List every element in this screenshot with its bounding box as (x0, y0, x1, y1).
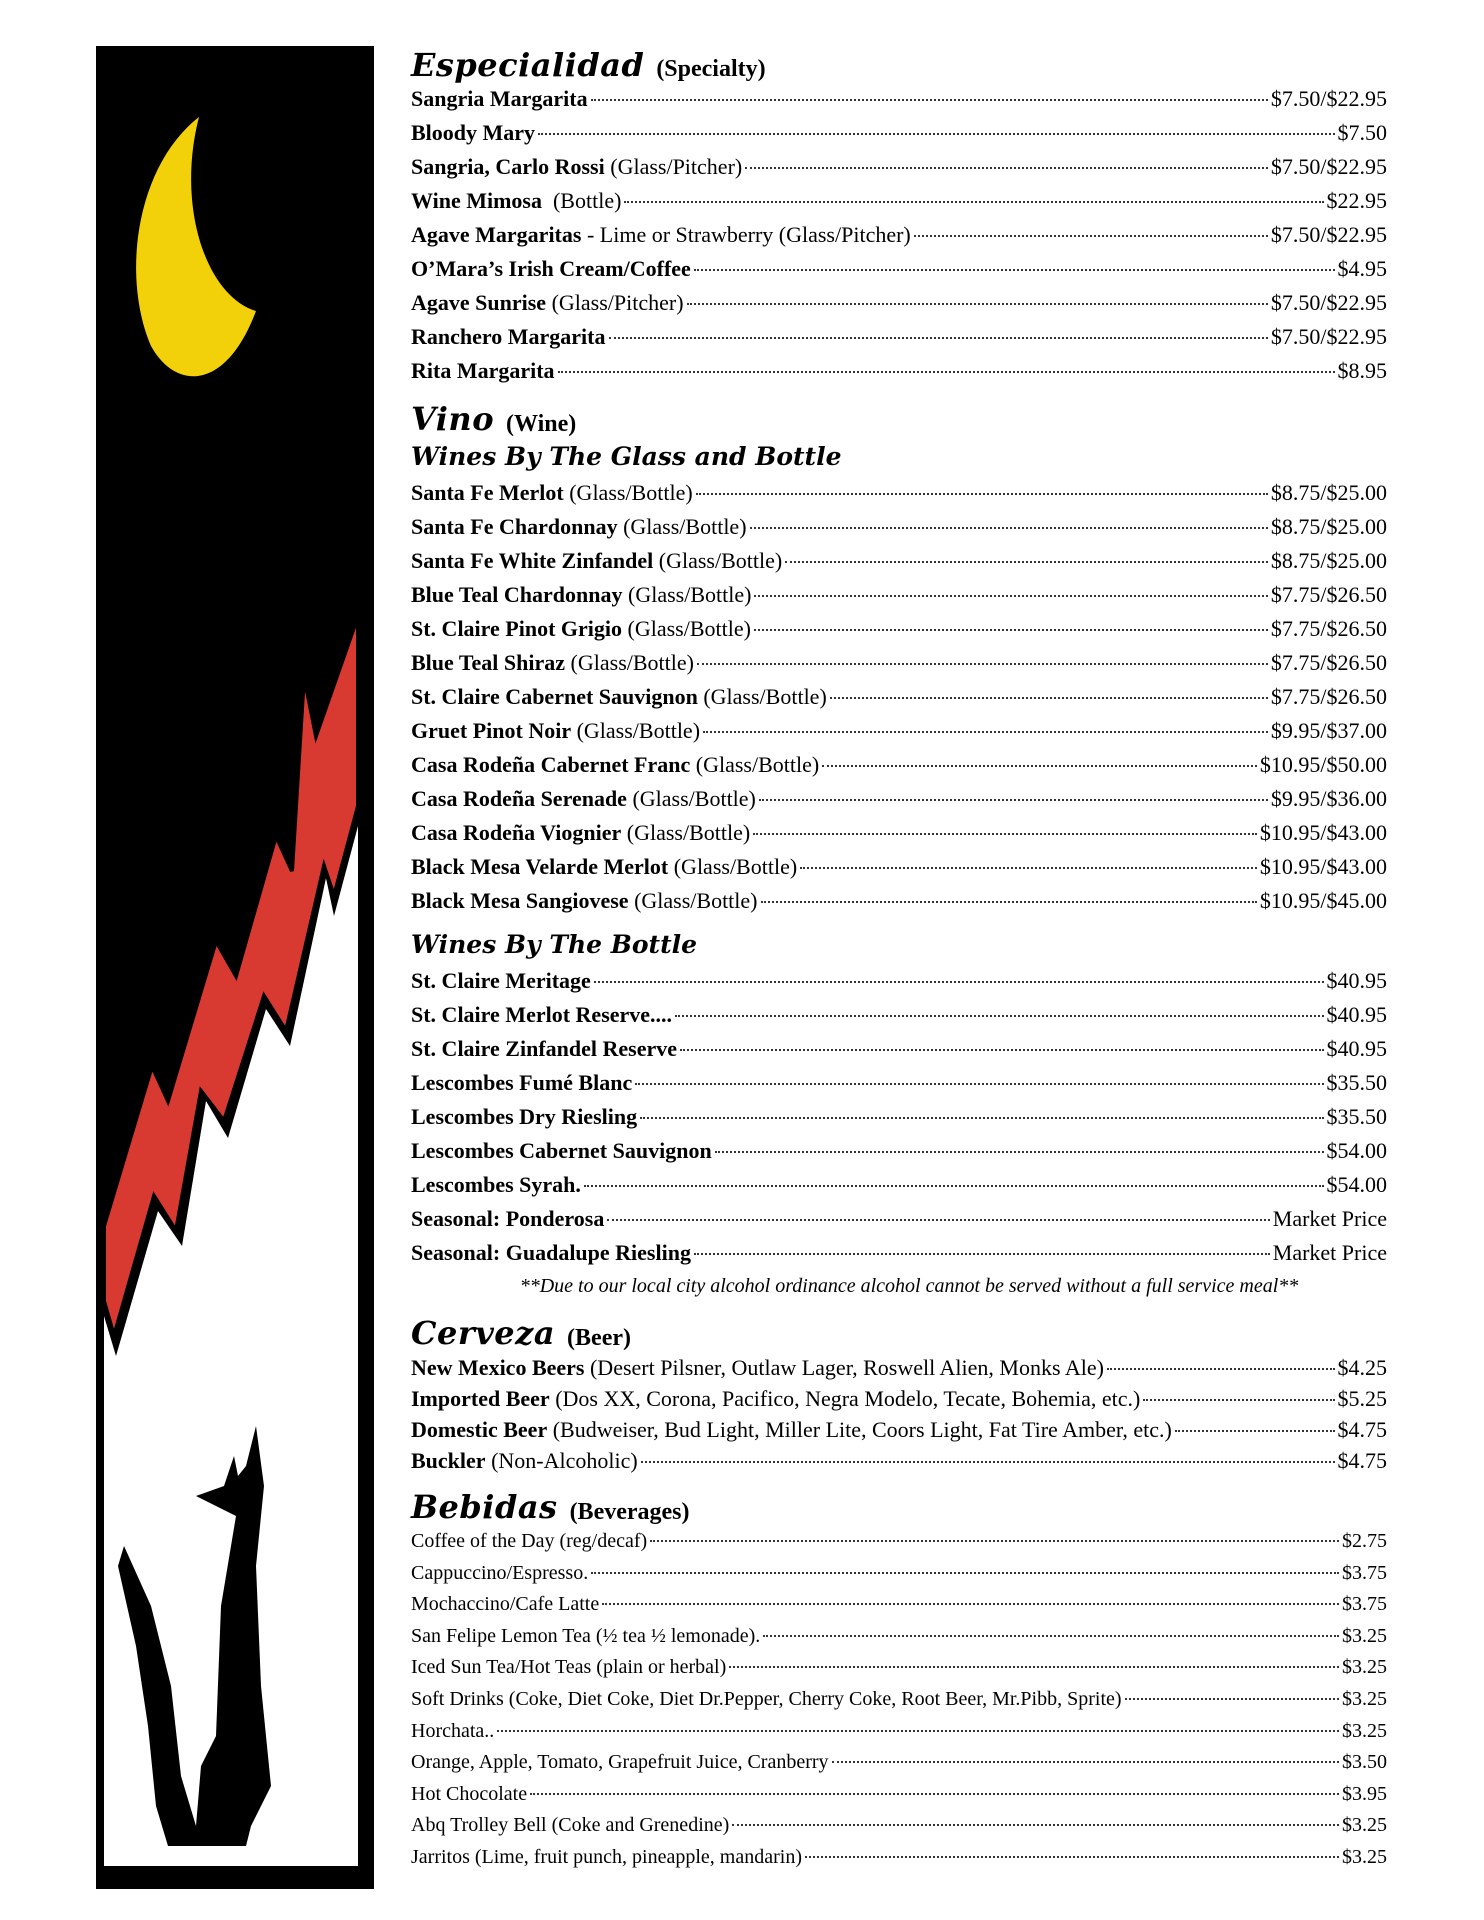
menu-item (411, 354, 1387, 388)
dot-leader (591, 99, 1268, 101)
item-note: (Glass/Bottle) (690, 752, 820, 777)
item-name: St. Claire Meritage (411, 968, 591, 993)
dot-leader (694, 269, 1335, 271)
menu-item (411, 612, 1387, 646)
menu-item (411, 1168, 1387, 1202)
menu-item (411, 1779, 1387, 1811)
item-name: St. Claire Pinot Grigio (411, 616, 623, 641)
section-title: Cerveza (411, 1314, 556, 1352)
item-name: Cappuccino/Espresso. (411, 1561, 589, 1584)
item-note: (Glass/Pitcher) (546, 290, 684, 315)
item-price: $3.25 (1342, 1814, 1387, 1837)
item-name: Lescombes Dry Riesling (411, 1104, 638, 1129)
item-name: Santa Fe Chardonnay (411, 514, 618, 539)
menu-item (411, 1202, 1387, 1236)
dot-leader (800, 867, 1257, 869)
wines-by-glass-list (411, 476, 1387, 918)
section-title: Bebidas (411, 1488, 558, 1526)
dot-leader (530, 1793, 1339, 1795)
menu-item (411, 1526, 1387, 1558)
menu-item (411, 1558, 1387, 1590)
item-price: $3.75 (1342, 1561, 1387, 1584)
dot-leader (914, 235, 1268, 237)
menu-item (411, 320, 1387, 354)
dot-leader (1143, 1399, 1334, 1401)
item-note: (Glass/Bottle) (621, 820, 751, 845)
dot-leader (729, 1666, 1339, 1668)
menu-item (411, 150, 1387, 184)
dot-leader (1125, 1698, 1339, 1700)
item-note: (Glass/Bottle) (697, 684, 827, 709)
dot-leader (558, 371, 1335, 373)
menu-item (411, 578, 1387, 612)
menu-item (411, 252, 1387, 286)
menu-item (411, 1716, 1387, 1748)
item-note: (Glass/Bottle) (565, 650, 694, 675)
item-name: Blue Teal Shiraz (411, 650, 566, 675)
dot-leader (602, 1603, 1339, 1605)
item-price: $7.50/$22.95 (1270, 86, 1387, 111)
menu-item (411, 1445, 1387, 1476)
dot-leader (830, 697, 1268, 699)
menu-item (411, 1383, 1387, 1414)
item-note: (Desert Pilsner, Outlaw Lager, Roswell Alien, Monks Ale) (584, 1355, 1104, 1380)
menu-item (411, 184, 1387, 218)
dot-leader (753, 833, 1257, 835)
item-price: $35.50 (1326, 1070, 1387, 1095)
item-name: Abq Trolley Bell (Coke and Grenedine) (411, 1814, 730, 1837)
item-name: Jarritos (Lime, fruit punch, pineapple, mandarin) (411, 1845, 802, 1868)
item-price: $8.95 (1337, 358, 1387, 383)
menu-item (411, 1352, 1387, 1383)
item-name: Rita Margarita (411, 358, 555, 383)
dot-leader (640, 1117, 1323, 1119)
item-price: $8.75/$25.00 (1270, 480, 1387, 505)
menu-item (411, 1100, 1387, 1134)
menu-item (411, 476, 1387, 510)
item-name: New Mexico Beers (411, 1355, 585, 1380)
item-price: $3.95 (1342, 1782, 1387, 1805)
item-note: (Glass/Bottle) (628, 888, 758, 913)
item-price: $7.75/$26.50 (1270, 582, 1387, 607)
menu-item (411, 510, 1387, 544)
menu-item (411, 1414, 1387, 1445)
item-note: (Glass/Bottle) (622, 582, 752, 607)
item-name: St. Claire Zinfandel Reserve (411, 1036, 678, 1061)
item-price: $3.25 (1342, 1845, 1387, 1868)
item-name: Agave Margaritas (411, 222, 582, 247)
item-price: $35.50 (1326, 1104, 1387, 1129)
item-name: Imported Beer (411, 1386, 550, 1411)
item-name: Mochaccino/Cafe Latte (411, 1593, 600, 1616)
dot-leader (680, 1049, 1323, 1051)
item-name: Santa Fe Merlot (411, 480, 564, 505)
dot-leader (759, 799, 1268, 801)
menu-item (411, 816, 1387, 850)
item-note: (Bottle) (541, 188, 622, 213)
menu-item (411, 1842, 1387, 1874)
item-price: $4.25 (1337, 1355, 1387, 1380)
especialidad-header (411, 46, 1387, 82)
dot-leader (609, 337, 1268, 339)
menu-item (411, 1236, 1387, 1270)
menu-item (411, 1747, 1387, 1779)
decorative-banner (96, 46, 374, 1889)
item-price: Market Price (1272, 1206, 1387, 1231)
item-name: Hot Chocolate (411, 1782, 528, 1805)
item-name: Horchata.. (411, 1719, 495, 1742)
section-subtitle: (Beverages) (569, 1499, 690, 1525)
item-name: Agave Sunrise (411, 290, 547, 315)
item-price: $3.25 (1342, 1656, 1387, 1679)
item-name: Casa Rodeña Cabernet Franc (411, 752, 691, 777)
item-price: $7.50/$22.95 (1270, 324, 1387, 349)
item-note: (Glass/Bottle) (563, 480, 693, 505)
dot-leader (584, 1185, 1324, 1187)
menu-item (411, 82, 1387, 116)
dot-leader (696, 493, 1268, 495)
dot-leader (591, 1572, 1339, 1574)
dot-leader (750, 527, 1268, 529)
menu-item (411, 782, 1387, 816)
dot-leader (538, 133, 1334, 135)
item-price: $3.25 (1342, 1624, 1387, 1647)
item-name: Blue Teal Chardonnay (411, 582, 623, 607)
item-price: $40.95 (1326, 1002, 1387, 1027)
item-price: $54.00 (1326, 1138, 1387, 1163)
item-price: $2.75 (1342, 1530, 1387, 1552)
dot-leader (754, 629, 1268, 631)
item-price: $40.95 (1326, 1036, 1387, 1061)
item-name: Black Mesa Sangiovese (411, 888, 629, 913)
item-name: Seasonal: Ponderosa (411, 1206, 605, 1231)
alcohol-ordinance-note: **Due to our local city alcohol ordinance alcohol cannot be served without a full service meal** (519, 1275, 1299, 1297)
item-price: Market Price (1272, 1240, 1387, 1265)
item-price: $4.75 (1337, 1417, 1387, 1442)
especialidad-list (411, 82, 1387, 388)
item-price: $54.00 (1326, 1172, 1387, 1197)
section-subtitle: (Wine) (506, 411, 577, 437)
item-note: (Glass/Bottle) (668, 854, 798, 879)
item-note: (Glass/Bottle) (622, 616, 751, 641)
menu-item (411, 1134, 1387, 1168)
dot-leader (641, 1461, 1335, 1463)
dot-leader (763, 1635, 1339, 1637)
menu-item (411, 116, 1387, 150)
item-name: Ranchero Margarita (411, 324, 606, 349)
item-note: (Glass/Pitcher) (604, 154, 743, 179)
item-price: $4.95 (1337, 256, 1387, 281)
menu-item (411, 680, 1387, 714)
item-name: Coffee of the Day (reg/decaf) (411, 1530, 648, 1552)
item-note: - Lime or Strawberry (Glass/Pitcher) (581, 222, 911, 247)
menu-item (411, 1066, 1387, 1100)
menu-item (411, 1589, 1387, 1621)
item-price: $10.95/$43.00 (1259, 854, 1387, 879)
dot-leader (761, 901, 1257, 903)
dot-leader (675, 1015, 1323, 1017)
menu-item (411, 1621, 1387, 1653)
menu-item (411, 1652, 1387, 1684)
item-price: $3.50 (1342, 1751, 1387, 1774)
item-price: $7.50/$22.95 (1270, 154, 1387, 179)
cerveza-header (411, 1312, 1387, 1352)
dot-leader (624, 201, 1323, 203)
dot-leader (497, 1730, 1339, 1732)
item-name: Santa Fe White Zinfandel (411, 548, 654, 573)
section-subtitle: (Specialty) (656, 56, 766, 82)
item-note: (Glass/Bottle) (571, 718, 701, 743)
dot-leader (703, 731, 1268, 733)
dot-leader (594, 981, 1324, 983)
item-price: $40.95 (1326, 968, 1387, 993)
item-price: $3.25 (1342, 1687, 1387, 1710)
drinks-menu (411, 46, 1387, 1874)
item-price: $10.95/$45.00 (1259, 888, 1387, 913)
wines-by-bottle-heading: Wines By The Bottle (411, 930, 698, 959)
item-name: St. Claire Cabernet Sauvignon (411, 684, 698, 709)
item-price: $3.75 (1342, 1593, 1387, 1616)
section-title: Vino (411, 400, 495, 438)
menu-item (411, 964, 1387, 998)
item-name: Black Mesa Velarde Merlot (411, 854, 669, 879)
item-name: San Felipe Lemon Tea (½ tea ½ lemonade). (411, 1624, 761, 1647)
item-note: (Non-Alcoholic) (485, 1448, 638, 1473)
item-price: $3.25 (1342, 1719, 1387, 1742)
item-name: Bloody Mary (411, 120, 536, 145)
item-price: $7.75/$26.50 (1270, 650, 1387, 675)
item-name: O’Mara’s Irish Cream/Coffee (411, 256, 691, 281)
item-note: (Glass/Bottle) (626, 786, 756, 811)
item-name: Casa Rodeña Serenade (411, 786, 627, 811)
menu-item (411, 286, 1387, 320)
item-price: $10.95/$50.00 (1259, 752, 1387, 777)
menu-item (411, 1032, 1387, 1066)
item-price: $7.50/$22.95 (1270, 290, 1387, 315)
dot-leader (785, 561, 1268, 563)
item-price: $10.95/$43.00 (1259, 820, 1387, 845)
item-price: $9.95/$37.00 (1270, 718, 1387, 743)
wines-by-glass-heading: Wines By The Glass and Bottle (411, 442, 842, 471)
item-price: $8.75/$25.00 (1270, 548, 1387, 573)
bebidas-list (411, 1526, 1387, 1874)
dot-leader (715, 1151, 1324, 1153)
menu-item (411, 1684, 1387, 1716)
dot-leader (607, 1219, 1269, 1221)
dot-leader (805, 1856, 1339, 1858)
item-name: Wine Mimosa (411, 188, 542, 213)
item-name: St. Claire Merlot Reserve.... (411, 1002, 673, 1027)
item-price: $22.95 (1326, 188, 1387, 213)
menu-item (411, 748, 1387, 782)
item-price: $4.75 (1337, 1448, 1387, 1473)
menu-item (411, 544, 1387, 578)
dot-leader (754, 595, 1267, 597)
dot-leader (822, 765, 1257, 767)
vino-header (411, 396, 1387, 438)
menu-item (411, 714, 1387, 748)
menu-item (411, 850, 1387, 884)
item-price: $7.50/$22.95 (1270, 222, 1387, 247)
menu-item (411, 646, 1387, 680)
item-price: $7.75/$26.50 (1270, 616, 1387, 641)
item-name: Domestic Beer (411, 1417, 548, 1442)
item-name: Lescombes Fumé Blanc (411, 1070, 633, 1095)
item-note: (Budweiser, Bud Light, Miller Lite, Coors Light, Fat Tire Amber, etc.) (547, 1417, 1172, 1442)
item-price: $5.25 (1337, 1386, 1387, 1411)
dot-leader (697, 663, 1268, 665)
dot-leader (635, 1083, 1323, 1085)
bebidas-header (411, 1486, 1387, 1526)
item-name: Buckler (411, 1448, 486, 1473)
dot-leader (650, 1540, 1339, 1542)
item-name: Gruet Pinot Noir (411, 718, 572, 743)
item-name: Casa Rodeña Viognier (411, 820, 622, 845)
item-note: (Glass/Bottle) (653, 548, 783, 573)
item-note: (Dos XX, Corona, Pacifico, Negra Modelo, Tecate, Bohemia, etc.) (549, 1386, 1141, 1411)
menu-item (411, 884, 1387, 918)
item-name: Lescombes Cabernet Sauvignon (411, 1138, 712, 1163)
item-name: Sangria Margarita (411, 86, 588, 111)
item-price: $7.75/$26.50 (1270, 684, 1387, 709)
item-name: Iced Sun Tea/Hot Teas (plain or herbal) (411, 1656, 727, 1679)
dot-leader (687, 303, 1268, 305)
menu-item (411, 218, 1387, 252)
item-price: $9.95/$36.00 (1270, 786, 1387, 811)
item-name: Orange, Apple, Tomato, Grapefruit Juice, Cranberry (411, 1751, 829, 1774)
item-price: $7.50 (1337, 120, 1387, 145)
section-title: Especialidad (411, 46, 645, 84)
menu-item (411, 998, 1387, 1032)
item-note: (Glass/Bottle) (617, 514, 747, 539)
item-name: Lescombes Syrah. (411, 1172, 581, 1197)
item-name: Seasonal: Guadalupe Riesling (411, 1240, 691, 1265)
dot-leader (1107, 1368, 1335, 1370)
dot-leader (694, 1253, 1270, 1255)
item-price: $8.75/$25.00 (1270, 514, 1387, 539)
cerveza-list (411, 1352, 1387, 1476)
dot-leader (745, 167, 1268, 169)
menu-item (411, 1810, 1387, 1842)
dot-leader (732, 1824, 1339, 1826)
wines-by-bottle-list (411, 964, 1387, 1270)
dot-leader (832, 1761, 1339, 1763)
item-name: Soft Drinks (Coke, Diet Coke, Diet Dr.Pepper, Cherry Coke, Root Beer, Mr.Pibb, Sprite) (411, 1687, 1122, 1710)
item-name: Sangria, Carlo Rossi (411, 154, 605, 179)
section-subtitle: (Beer) (567, 1325, 631, 1351)
dot-leader (1175, 1430, 1335, 1432)
